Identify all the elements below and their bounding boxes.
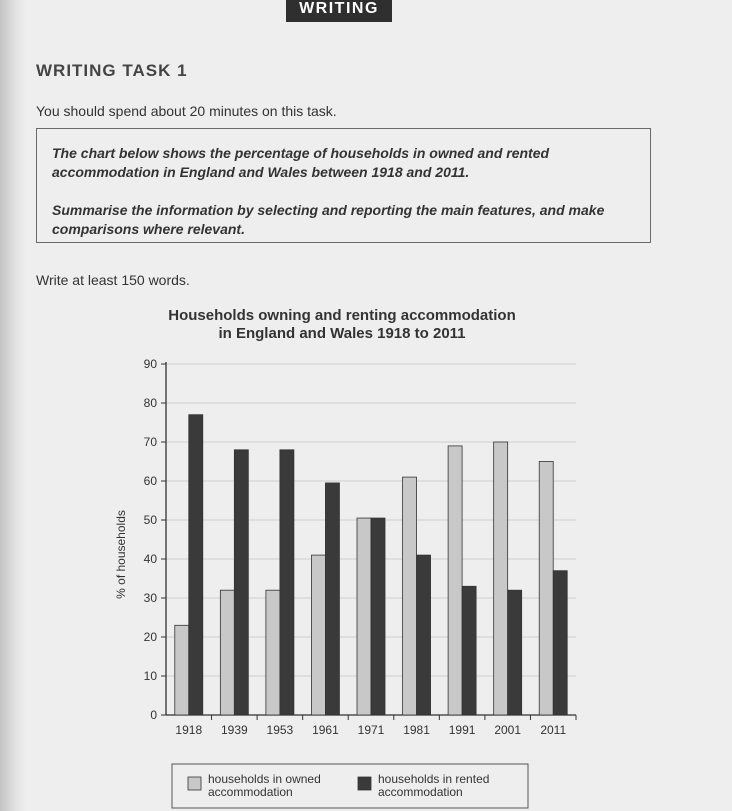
bar-owned [311,555,325,715]
y-tick-label: 60 [143,474,157,488]
bar-rented [417,555,431,715]
x-tick-label: 1961 [312,723,339,737]
x-tick-label: 1939 [220,723,248,737]
legend-label: accommodation [208,785,293,799]
legend-label: households in rented [378,772,490,786]
y-tick-label: 70 [143,435,157,449]
x-tick-label: 1953 [266,723,294,737]
word-count-instruction: Write at least 150 words. [36,272,190,288]
task-intro: You should spend about 20 minutes on this task. [36,103,337,119]
task-heading: WRITING TASK 1 [36,61,188,80]
bar-owned [448,446,462,715]
x-tick-label: 1971 [357,723,385,737]
bar-owned [357,518,371,715]
x-tick-label: 2001 [494,723,522,737]
y-tick-label: 20 [143,630,157,644]
chart-title-line: in England and Wales 1918 to 2011 [218,325,466,342]
task-description: The chart below shows the percentage of households in owned and rented accommodation in England and Wales between 1918 and 2011. [52,145,550,180]
y-tick-label: 50 [143,513,157,527]
bar-owned [266,590,280,715]
y-tick-label: 90 [143,357,157,371]
bar-rented [508,590,522,715]
bar-rented [280,450,294,715]
legend-swatch-owned [188,777,201,790]
bar-owned [175,625,189,715]
bar-owned [220,590,234,715]
y-tick-label: 40 [143,552,157,566]
x-tick-label: 1991 [448,723,476,737]
bar-rented [325,483,339,715]
bar-owned [494,442,508,715]
x-tick-label: 1918 [175,723,203,737]
legend-label: households in owned [208,772,321,786]
legend-swatch-rented [358,777,371,790]
bar-rented [189,415,203,715]
x-tick-label: 1981 [403,723,430,737]
x-tick-label: 2011 [540,723,567,737]
bar-rented [234,450,248,715]
legend-label: accommodation [378,785,463,799]
bar-owned [539,462,553,716]
y-tick-label: 0 [150,708,157,722]
task-instruction: Summarise the information by selecting and reporting the main features, and make comparisons where relevant. [52,202,605,237]
section-banner: WRITING [286,0,392,22]
bar-rented [371,518,385,715]
y-tick-label: 10 [143,669,157,683]
y-axis-title: % of households [114,510,128,599]
bar-owned [403,477,417,715]
y-tick-label: 30 [143,591,157,605]
bar-rented [462,586,476,715]
bar-rented [553,571,567,715]
chart-title-line: Households owning and renting accommodation [168,307,516,324]
y-tick-label: 80 [143,396,157,410]
